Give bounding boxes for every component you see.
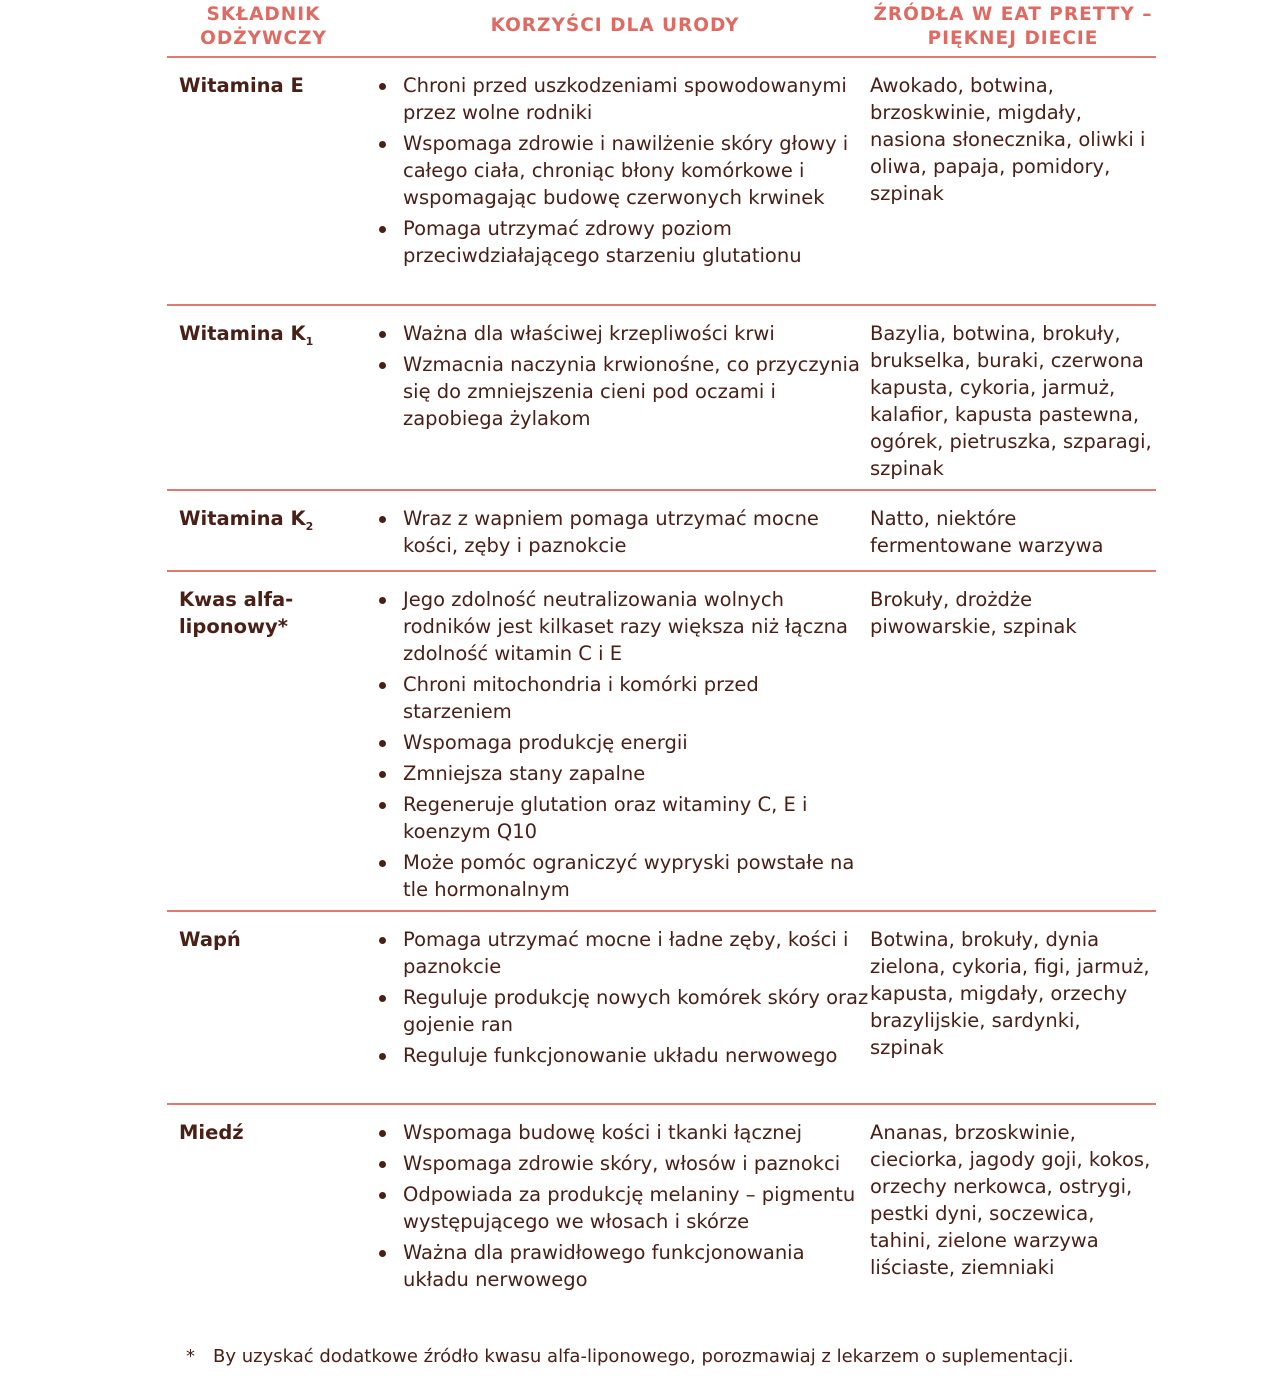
- benefits-list: [360, 72, 870, 304]
- list-item: Ważna dla prawidłowego funkcjonowania układu nerwowego: [403, 1239, 870, 1293]
- footnote: [186, 1346, 1074, 1367]
- nutrient-name: Witamina $K_1$: [179, 322, 314, 348]
- sources-text: Awokado, botwina, brzoskwinie, migdały, nasiona słonecznika, oliwki i oliwa, papaja, pomidory, szpinak: [870, 74, 1146, 205]
- sources-text: Bazylia, botwina, brokuły, brukselka, buraki, czerwona kapusta, cykoria, jarmuż, kalafior, kapusta pastewna, ogórek, pietruszka, szparagi, szpinak: [870, 322, 1152, 480]
- list-item: Wspomaga produkcję energii: [403, 729, 870, 756]
- list-item: Zmniejsza stany zapalne: [403, 760, 870, 787]
- list-item: Odpowiada za produkcję melaniny – pigmentu występującego we włosach i skórze: [403, 1181, 870, 1235]
- nutrient-table: [167, 0, 1156, 1335]
- footnote-text: By uzyskać dodatkowe źródło kwasu alfa-liponowego, porozmawiaj z lekarzem o suplementacji.: [213, 1346, 1074, 1367]
- nutrient-name: Witamina $K_2$: [179, 507, 314, 533]
- table-header: [167, 0, 1156, 58]
- benefits-list: [360, 586, 870, 910]
- list-item: Wspomaga budowę kości i tkanki łącznej: [403, 1119, 870, 1146]
- table-row: [167, 912, 1156, 1105]
- nutrient-name: Kwas alfa-liponowy*: [179, 588, 294, 638]
- list-item: Regeneruje glutation oraz witaminy C, E i koenzym Q10: [403, 791, 870, 845]
- header-nutrient: SKŁADNIK ODŻYWCZY: [200, 4, 327, 49]
- list-item: Reguluje funkcjonowanie układu nerwowego: [403, 1042, 870, 1069]
- header-benefits: KORZYŚCI DLA URODY: [490, 15, 740, 36]
- nutrient-name: Wapń: [179, 928, 241, 951]
- list-item: Chroni mitochondria i komórki przed starzeniem: [403, 671, 870, 725]
- list-item: Reguluje produkcję nowych komórek skóry oraz gojenie ran: [403, 986, 869, 1036]
- benefits-list: [360, 320, 870, 489]
- benefits-list: [360, 1119, 870, 1335]
- benefits-list: [360, 926, 870, 1103]
- list-item: Wspomaga zdrowie skóry, włosów i paznokci: [403, 1150, 870, 1177]
- list-item: Wzmacnia naczynia krwionośne, co przyczynia się do zmniejszenia cieni pod oczami i zapobiega żylakom: [403, 351, 870, 432]
- table-row: [167, 306, 1156, 491]
- list-item: Pomaga utrzymać mocne i ładne zęby, kości i paznokcie: [403, 926, 870, 980]
- sources-text: Brokuły, drożdże piwowarskie, szpinak: [870, 588, 1077, 638]
- sources-text: Botwina, brokuły, dynia zielona, cykoria, figi, jarmuż, kapusta, migdały, orzechy brazylijskie, sardynki, szpinak: [870, 928, 1150, 1059]
- nutrient-name: Miedź: [179, 1121, 244, 1144]
- list-item: Ważna dla właściwej krzepliwości krwi: [403, 320, 870, 347]
- list-item: Wraz z wapniem pomaga utrzymać mocne kości, zęby i paznokcie: [403, 505, 870, 559]
- sources-text: Ananas, brzoskwinie, cieciorka, jagody goji, kokos, orzechy nerkowca, ostrygi, pestki dyni, soczewica, tahini, zielone warzywa liściaste, ziemniaki: [870, 1121, 1151, 1279]
- header-sources: ŹRÓDŁA W EAT PRETTY – PIĘKNEJ DIECIE: [873, 4, 1153, 49]
- table-row: [167, 1105, 1156, 1335]
- nutrient-name: Witamina E: [179, 74, 304, 97]
- table-row: [167, 572, 1156, 912]
- list-item: Jego zdolność neutralizowania wolnych rodników jest kilkaset razy większa niż łączna zdolność witamin C i E: [403, 586, 870, 667]
- benefits-list: [360, 505, 870, 570]
- table-row: [167, 491, 1156, 572]
- list-item: Pomaga utrzymać zdrowy poziom przeciwdziałającego starzeniu glutationu: [403, 215, 870, 269]
- footnote-mark: *: [186, 1346, 195, 1367]
- list-item: Może pomóc ograniczyć wypryski powstałe na tle hormonalnym: [403, 849, 870, 903]
- table-row: [167, 58, 1156, 306]
- list-item: Chroni przed uszkodzeniami spowodowanymi przez wolne rodniki: [403, 72, 870, 126]
- list-item: Wspomaga zdrowie i nawilżenie skóry głowy i całego ciała, chroniąc błony komórkowe i wspomagając budowę czerwonych krwinek: [403, 130, 870, 211]
- sources-text: Natto, niektóre fermentowane warzywa: [870, 507, 1104, 557]
